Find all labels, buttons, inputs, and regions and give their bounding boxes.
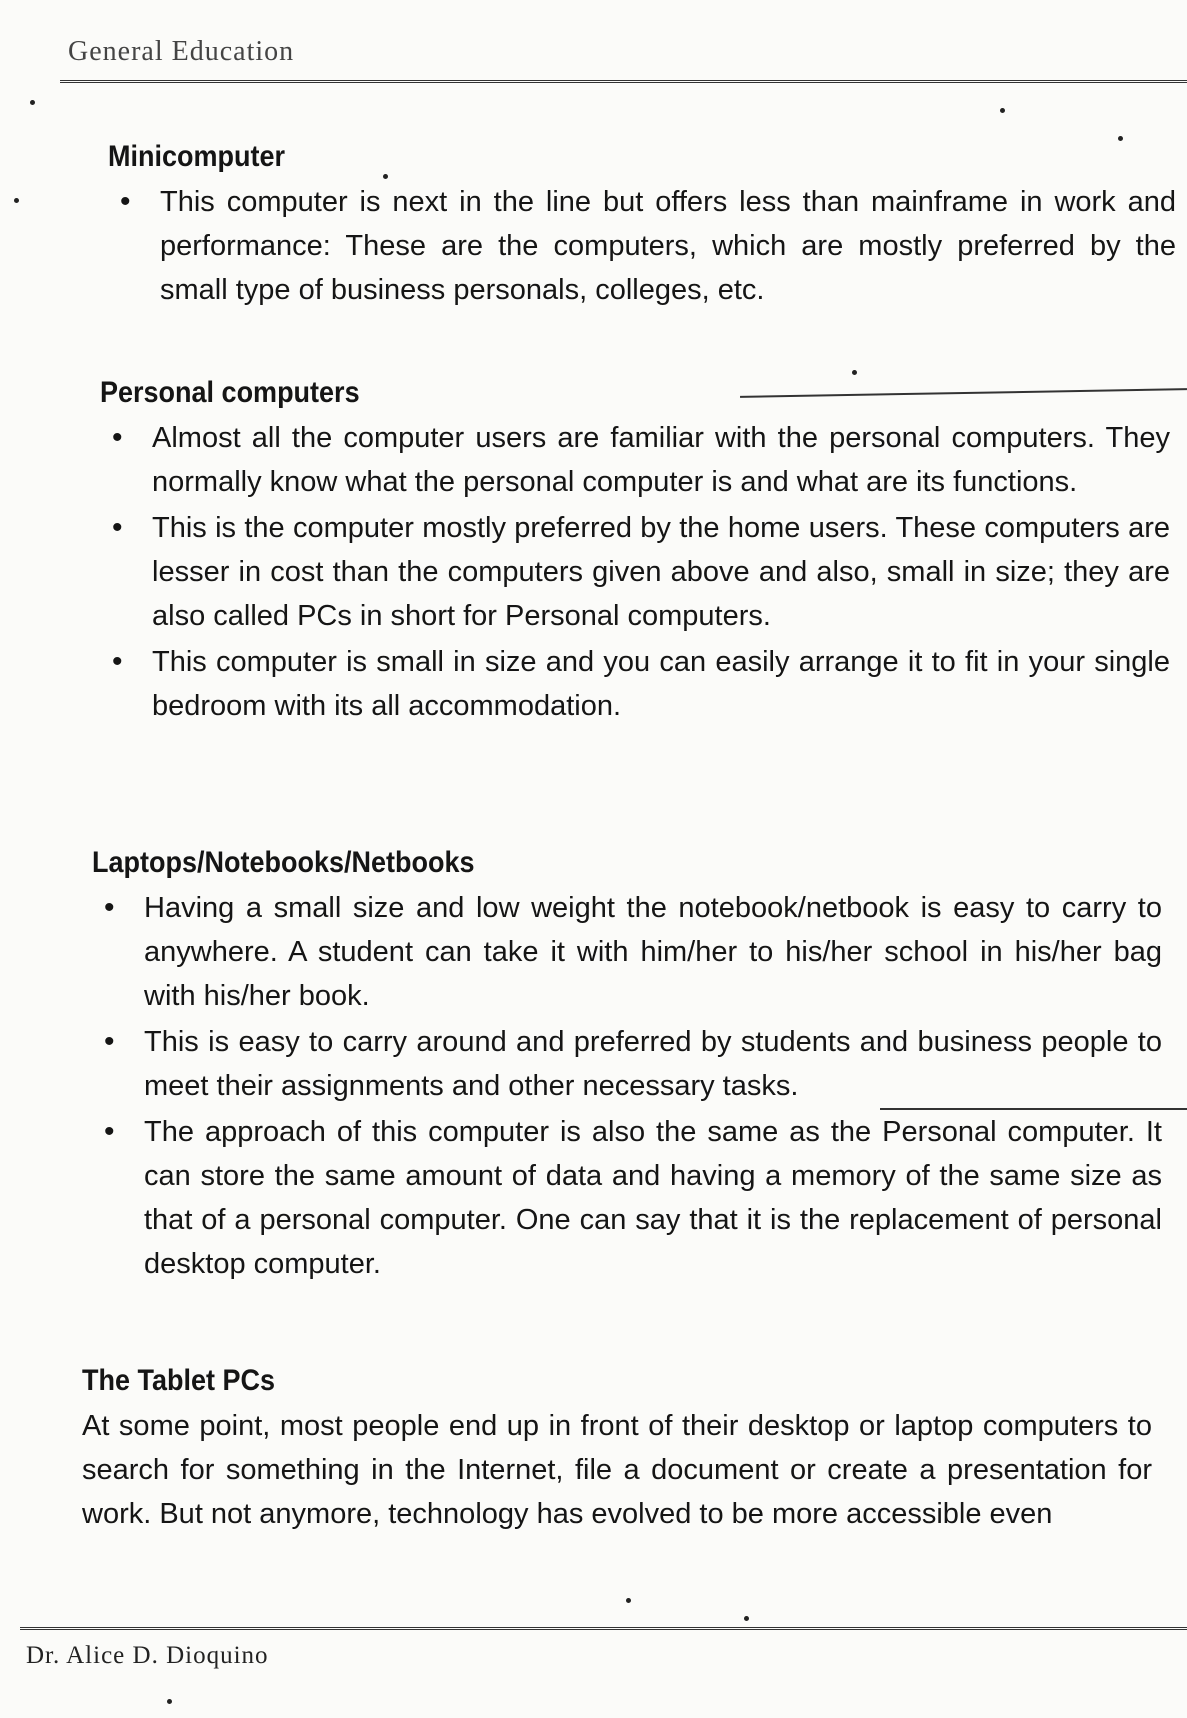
running-header-title: General Education bbox=[68, 36, 295, 67]
bullet-item: • This is easy to carry around and preferred by students and business people to meet their assignments and other necessary tasks. bbox=[92, 1020, 1162, 1108]
bullet-list bbox=[92, 886, 1162, 1286]
section-heading: Laptops/Notebooks/Netbooks bbox=[92, 846, 475, 879]
bullet-item: • This computer is small in size and you can easily arrange it to fit in your single bedroom with its all accommodation. bbox=[100, 640, 1170, 728]
section-paragraph: At some point, most people end up in front of their desktop or laptop computers to search for something in the Internet, file a document or create a presentation for work. But not anymore, technology has evolved to be more accessible even bbox=[82, 1410, 1152, 1530]
scan-speckle bbox=[14, 198, 19, 203]
scan-speckle bbox=[744, 1616, 749, 1621]
bullet-item: • Having a small size and low weight the notebook/netbook is easy to carry to anywhere. A student can take it with him/her to his/her school in his/her bag with his/her book. bbox=[92, 886, 1162, 1018]
footer-author: Dr. Alice D. Dioquino bbox=[26, 1642, 269, 1669]
section-heading: Minicomputer bbox=[108, 140, 286, 173]
section-minicomputer bbox=[108, 138, 1176, 314]
section-laptops bbox=[92, 844, 1162, 1288]
scan-speckle bbox=[167, 1699, 172, 1704]
header-rule bbox=[60, 80, 1187, 83]
bullet-list bbox=[100, 416, 1170, 728]
scan-speckle bbox=[30, 100, 35, 105]
pen-underline-mark bbox=[880, 1108, 1187, 1110]
scan-speckle bbox=[383, 174, 388, 179]
footer-rule bbox=[20, 1627, 1187, 1630]
bullet-item: • Almost all the computer users are familiar with the personal computers. They normally know what the personal computer is and what are its functions. bbox=[100, 416, 1170, 504]
scan-speckle bbox=[1000, 108, 1005, 113]
section-heading: The Tablet PCs bbox=[82, 1364, 276, 1397]
bullet-item: • The approach of this computer is also the same as the Personal computer. It can store the same amount of data and having a memory of the same size as that of a personal computer. One can say that it is the replacement of personal desktop computer. bbox=[92, 1110, 1162, 1286]
bullet-item: • This is the computer mostly preferred by the home users. These computers are lesser in cost than the computers given above and also, small in size; they are also called PCs in short for Personal computers. bbox=[100, 506, 1170, 638]
section-personal-computers bbox=[100, 374, 1170, 730]
scan-speckle bbox=[1118, 136, 1123, 141]
bullet-item: • This computer is next in the line but offers less than mainframe in work and performance: These are the computers, which are mostly preferred by the small type of business personals, colleges, etc. bbox=[108, 180, 1176, 312]
scan-speckle bbox=[852, 370, 857, 375]
section-heading: Personal computers bbox=[100, 376, 360, 409]
scan-speckle bbox=[626, 1598, 631, 1603]
section-tablet-pcs bbox=[82, 1362, 1152, 1536]
bullet-list bbox=[108, 180, 1176, 312]
